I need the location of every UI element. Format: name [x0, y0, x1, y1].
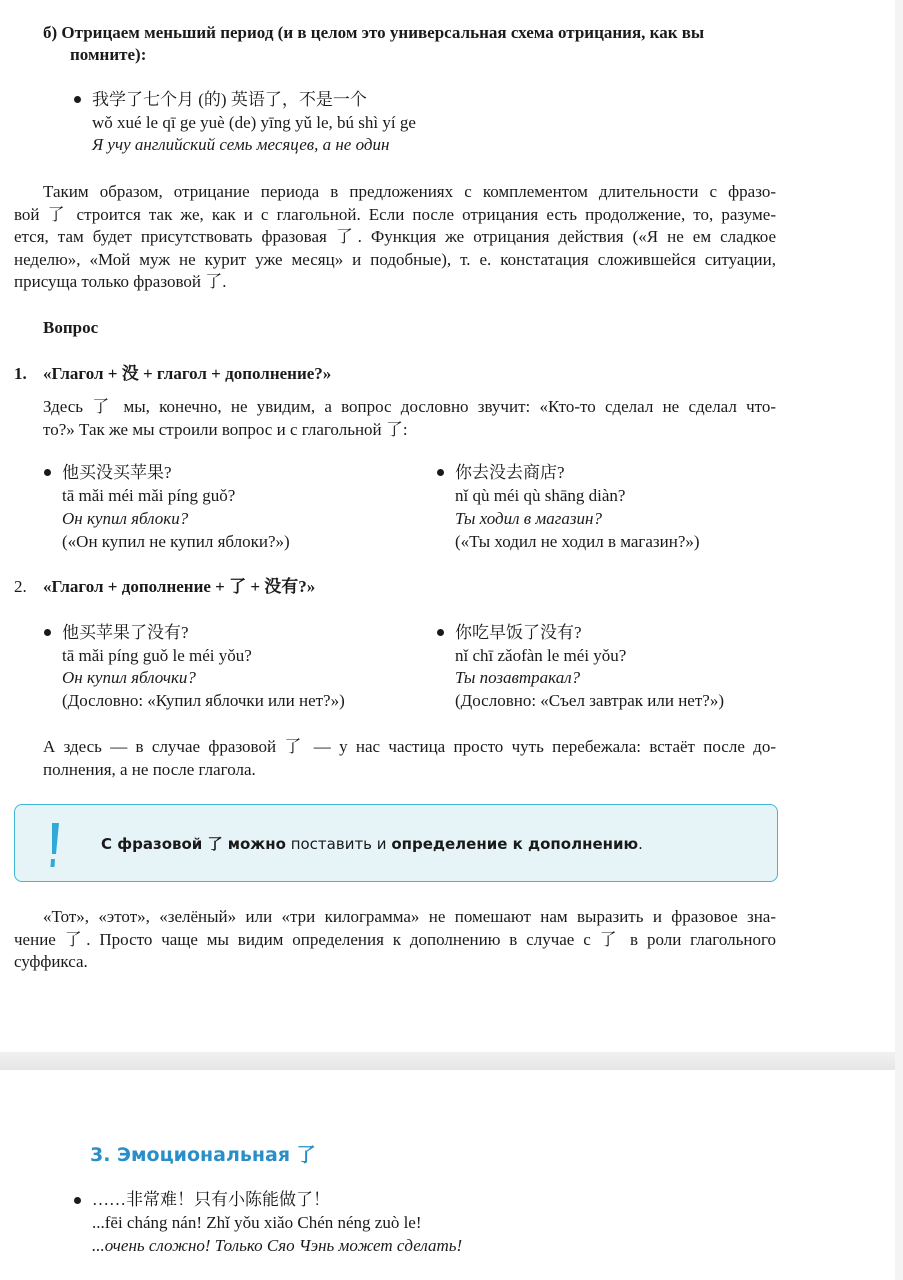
example-translation: Я учу английский семь месяцев, а не один: [92, 135, 390, 154]
paragraph-line: Таким образом, отрицание периода в предложениях с комплементом длительности с фразо-: [43, 182, 776, 201]
note-box: [14, 804, 778, 882]
example-translation: Он купил яблоки?: [62, 509, 189, 528]
exclamation-icon: [49, 823, 59, 867]
example-hanzi: 你去没去商店?: [455, 463, 565, 482]
example-translation: ...очень сложно! Только Сяо Чэнь может сделать!: [92, 1236, 463, 1255]
page-separator: [0, 1052, 903, 1070]
note-plain: .: [638, 835, 643, 853]
bullet: [437, 469, 444, 476]
paragraph-line: ется, там будет присутствовать фразовая 了. Функция же отрицания действия («Я не ем сладкое: [14, 227, 776, 246]
example-hanzi: 我学了七个月 (的) 英语了，不是一个: [92, 90, 367, 109]
paragraph-line: неделю», «Мой муж не курит уже месяц» и подобные), т. е. констатация сложившейся ситуации,: [14, 249, 776, 269]
bullet: [74, 96, 81, 103]
item1-number: 1.: [14, 364, 27, 383]
section-b-heading-line1: б) Отрицаем меньший период (и в целом это универсальная схема отрицания, как вы: [43, 23, 705, 42]
paragraph-line: чение 了. Просто чаще мы видим определения к дополнению в случае с 了 в роли глагольного: [14, 929, 776, 949]
item1-text: [43, 396, 776, 441]
section-3-heading: 3. Эмоциональная 了: [90, 1144, 316, 1166]
example-hanzi: 你吃早饭了没有?: [455, 623, 582, 642]
example-translation: Ты ходил в магазин?: [455, 509, 602, 528]
bullet: [44, 629, 51, 636]
example-pinyin: tā mǎi píng guǒ le méi yǒu?: [62, 646, 252, 665]
paragraph-line: Здесь 了 мы, конечно, не увидим, а вопрос дословно звучит: «Кто-то сделал не сделал что-: [43, 397, 776, 416]
example-pinyin: tā mǎi méi mǎi píng guǒ?: [62, 486, 236, 505]
note-plain: поставить и: [285, 835, 392, 853]
bullet: [74, 1197, 81, 1204]
paragraph-line: полнения, а не после глагола.: [43, 759, 256, 779]
item2-number: 2.: [14, 577, 27, 596]
example-pinyin: nǐ chī zǎofàn le méi yǒu?: [455, 646, 627, 665]
paragraph-line: вой 了 строится так же, как и с глагольной. Если после отрицания есть продолжение, то, разуме-: [14, 204, 776, 224]
example-translation: Он купил яблочки?: [62, 668, 196, 687]
paragraph-negation-summary: [14, 181, 776, 294]
item2-title: «Глагол + дополнение + 了 + 没有?»: [43, 577, 316, 596]
paragraph-line: А здесь — в случае фразовой 了 — у нас частица просто чуть перебежала: встаёт после до-: [43, 737, 776, 756]
note-bold: определение к дополнению: [391, 835, 639, 853]
paragraph-attributes: [14, 906, 776, 974]
example-hanzi: 他买没买苹果?: [62, 463, 172, 482]
example-literal: («Он купил не купил яблоки?»): [62, 532, 290, 551]
example-pinyin: nǐ qù méi qù shāng diàn?: [455, 486, 626, 505]
example-pinyin: ...fēi cháng nán! Zhǐ yǒu xiǎo Chén néng zuò le!: [92, 1213, 422, 1232]
paragraph-line: «Тот», «этот», «зелёный» или «три килограмма» не помешают нам выразить и фразовое зна-: [43, 907, 776, 926]
section-b-heading-line2: помните):: [70, 45, 147, 64]
note-text: [101, 833, 643, 854]
paragraph-line: то?» Так же мы строили вопрос и с глагольной 了:: [43, 419, 408, 439]
item2-text: [43, 736, 776, 781]
paragraph-line: суффикса.: [14, 952, 88, 971]
example-hanzi: ……非常难！只有小陈能做了！: [92, 1190, 330, 1209]
example-literal: (Дословно: «Съел завтрак или нет?»): [455, 691, 724, 710]
bullet: [44, 469, 51, 476]
bullet: [437, 629, 444, 636]
page-edge-shadow: [895, 0, 903, 1280]
question-heading: Вопрос: [43, 318, 99, 337]
paragraph-line: присуща только фразовой 了.: [14, 272, 227, 291]
example-literal: («Ты ходил не ходил в магазин?»): [455, 532, 700, 551]
example-literal: (Дословно: «Купил яблочки или нет?»): [62, 691, 345, 710]
note-bold: С фразовой 了 можно: [101, 835, 286, 853]
item1-title: «Глагол + 没 + глагол + дополнение?»: [43, 364, 332, 383]
example-pinyin: wǒ xué le qī ge yuè (de) yīng yǔ le, bú shì yí ge: [92, 113, 416, 132]
example-hanzi: 他买苹果了没有?: [62, 623, 189, 642]
example-translation: Ты позавтракал?: [455, 668, 581, 687]
